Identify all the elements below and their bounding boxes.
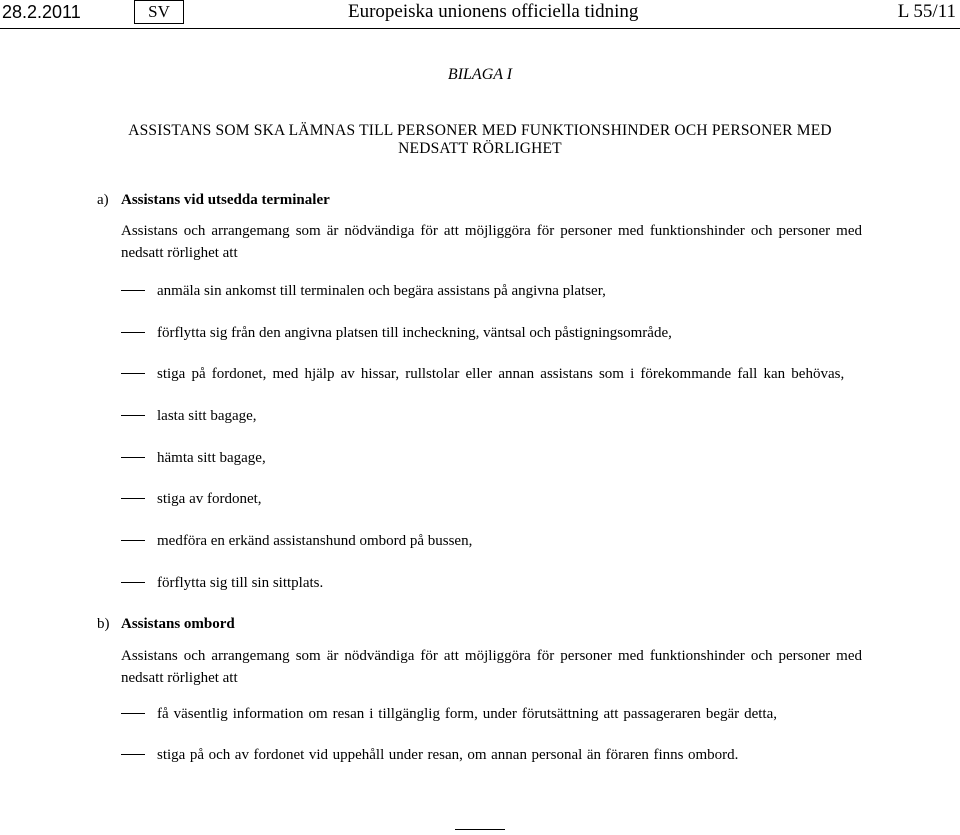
list-item: anmäla sin ankomst till terminalen och begära assistans på angivna platser, xyxy=(121,283,606,300)
list-item: lasta sitt bagage, xyxy=(121,408,257,425)
dash-marker xyxy=(121,332,145,333)
main-title xyxy=(80,122,880,158)
journal-title: Europeiska unionens officiella tidning xyxy=(348,1,639,22)
dash-marker xyxy=(121,713,145,714)
list-item: stiga på fordonet, med hjälp av hissar, rullstolar eller annan assistans som i förekommande fall kan behövas, xyxy=(121,366,844,383)
list-item: få väsentlig information om resan i tillgänglig form, under förutsättning att passageraren begär detta, xyxy=(121,706,777,723)
page-reference: L 55/11 xyxy=(897,1,956,22)
main-title-line-2: NEDSATT RÖRLIGHET xyxy=(398,140,562,157)
section-a-letter: a) xyxy=(97,192,109,208)
dash-marker xyxy=(121,415,145,416)
list-item: hämta sitt bagage, xyxy=(121,450,266,467)
annex-title: BILAGA I xyxy=(447,66,513,83)
dash-marker xyxy=(121,457,145,458)
header-divider xyxy=(0,28,960,29)
dash-marker xyxy=(121,754,145,755)
list-item: förflytta sig från den angivna platsen till incheckning, väntsal och påstigningsområde, xyxy=(121,325,672,342)
dash-marker xyxy=(121,290,145,291)
publication-date: 28.2.2011 xyxy=(2,2,81,22)
main-title-line-1: ASSISTANS SOM SKA LÄMNAS TILL PERSONER MED FUNKTIONSHINDER OCH PERSONER MED xyxy=(128,122,832,139)
section-b-intro: Assistans och arrangemang som är nödvändiga för att möjliggöra för personer med funktionshinder och personer med nedsatt rörlighet att xyxy=(121,648,862,686)
list-item: stiga av fordonet, xyxy=(121,491,262,508)
section-b-letter: b) xyxy=(97,616,110,632)
footer-divider xyxy=(455,829,505,830)
page-header xyxy=(0,0,960,28)
section-a-intro: Assistans och arrangemang som är nödvändiga för att möjliggöra för personer med funktionshinder och personer med nedsatt rörlighet att xyxy=(121,223,862,261)
dash-marker xyxy=(121,373,145,374)
dash-marker xyxy=(121,540,145,541)
section-b-heading: Assistans ombord xyxy=(121,616,235,632)
dash-marker xyxy=(121,582,145,583)
dash-marker xyxy=(121,498,145,499)
list-item: medföra en erkänd assistanshund ombord på bussen, xyxy=(121,533,472,550)
list-item: förflytta sig till sin sittplats. xyxy=(121,575,323,592)
list-item: stiga på och av fordonet vid uppehåll under resan, om annan personal än föraren finns ombord. xyxy=(121,747,738,764)
section-a-heading: Assistans vid utsedda terminaler xyxy=(121,192,330,208)
language-badge: SV xyxy=(134,0,184,24)
